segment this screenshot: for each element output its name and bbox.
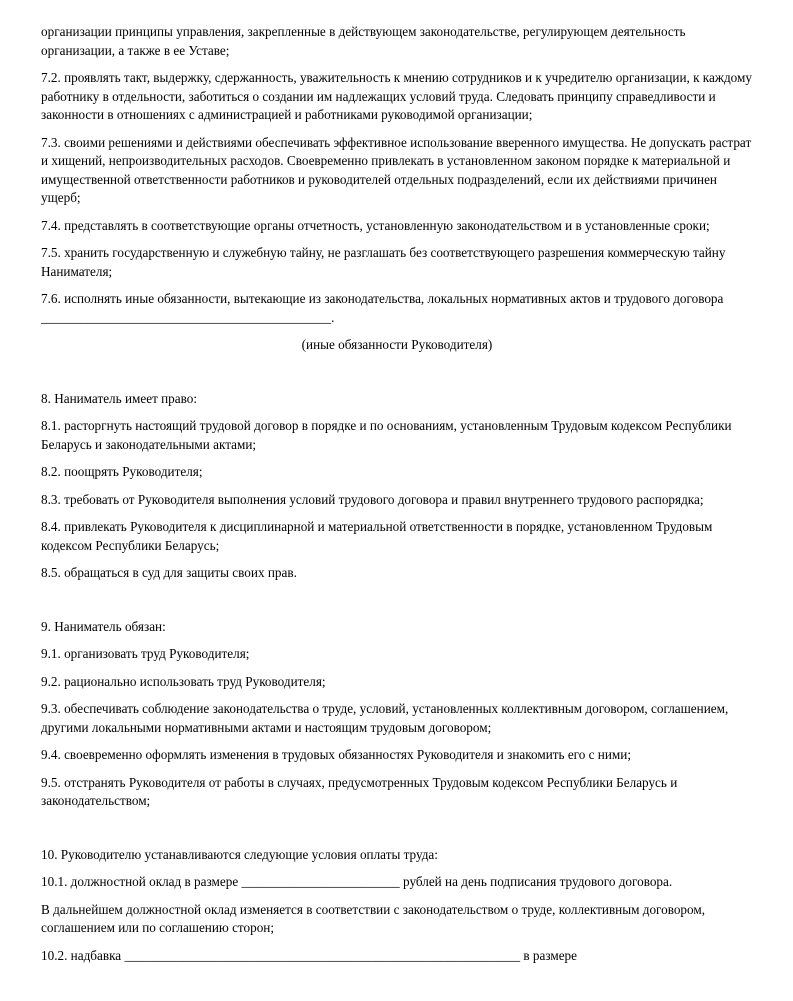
section-spacer bbox=[41, 592, 753, 618]
clause-9-4: 9.4. своевременно оформлять изменения в трудовых обязанностях Руководителя и знакомить его с ними; bbox=[41, 747, 631, 762]
clause-9-2: 9.2. рационально использовать труд Руководителя; bbox=[41, 673, 326, 689]
section-9-heading: 9. Наниматель обязан: bbox=[41, 618, 166, 634]
section-spacer bbox=[41, 820, 753, 846]
section-spacer bbox=[41, 364, 753, 390]
clause-7-3: 7.3. своими решениями и действиями обеспечивать эффективное использование вверенного имущества. Не допускать растрат и хищений, непроизводительных расходов. Своевременно привлекать в установленном законом порядке к материальной и имущественной ответственности работников и руководителей отдельных подразделений, если их действиями причинен ущерб; bbox=[41, 134, 752, 205]
clause-10-paragraph: В дальнейшем должностной оклад изменяется в соответствии с законодательством о труде, коллективным договором, соглашением или по соглашению сторон; bbox=[41, 901, 706, 935]
clause-8-2: 8.2. поощрять Руководителя; bbox=[41, 464, 203, 479]
clause-7-5: 7.5. хранить государственную и служебную тайну, не разглашать без соответствующего разрешения коммерческую тайну Нанимателя; bbox=[41, 245, 726, 279]
clause-9-1: 9.1. организовать труд Руководителя; bbox=[41, 646, 250, 661]
section-8-heading: 8. Наниматель имеет право: bbox=[41, 390, 198, 406]
clause-9-5: 9.5. отстранять Руководителя от работы в случаях, предусмотренных Трудовым кодексом Республики Беларусь и законодательством; bbox=[41, 774, 678, 808]
clause-8-1: 8.1. расторгнуть настоящий трудовой договор в порядке и по основаниям, установленным Трудовым кодексом Республики Беларусь и законодательными актами; bbox=[41, 418, 732, 452]
clause-9-3: 9.3. обеспечивать соблюдение законодательства о труде, условий, установленных коллективным договором, соглашением, другими локальными нормативными актами и настоящим трудовым договором; bbox=[41, 701, 729, 735]
clause-10-1: 10.1. должностной оклад в размере ________________________ рублей на день подписания трудового договора. bbox=[41, 874, 673, 889]
clause-7-6: 7.6. исполнять иные обязанности, вытекающие из законодательства, локальных нормативных актов и трудового договора ____________________________________________. bbox=[41, 291, 724, 325]
clause-7-2: 7.2. проявлять такт, выдержку, сдержанность, уважительность к мнению сотрудников и к учредителю организации, к каждому работнику в отдельности, заботиться о создании им надлежащих условий труда. Следовать принципу справедливости и законности в отношениях с администрацией и работниками руководимой организации; bbox=[41, 70, 752, 122]
clause-7-6-note: (иные обязанности Руководителя) bbox=[301, 337, 493, 352]
document-page bbox=[41, 23, 753, 974]
clause-8-3: 8.3. требовать от Руководителя выполнения условий трудового договора и правил внутреннего трудового распорядка; bbox=[41, 491, 704, 507]
clause-8-5: 8.5. обращаться в суд для защиты своих прав. bbox=[41, 565, 297, 580]
clause-7-4: 7.4. представлять в соответствующие органы отчетность, установленную законодательством и в установленные сроки; bbox=[41, 217, 710, 233]
clause-10-2: 10.2. надбавка ____________________________________________________________ в размере bbox=[41, 947, 577, 963]
intro-paragraph: организации принципы управления, закрепленные в действующем законодательстве, регулирующем деятельность организации, а также в ее Уставе; bbox=[41, 24, 686, 58]
clause-8-4: 8.4. привлекать Руководителя к дисциплинарной и материальной ответственности в порядке, установленном Трудовым кодексом Республики Беларусь; bbox=[41, 519, 713, 553]
section-10-heading: 10. Руководителю устанавливаются следующие условия оплаты труда: bbox=[41, 846, 438, 862]
